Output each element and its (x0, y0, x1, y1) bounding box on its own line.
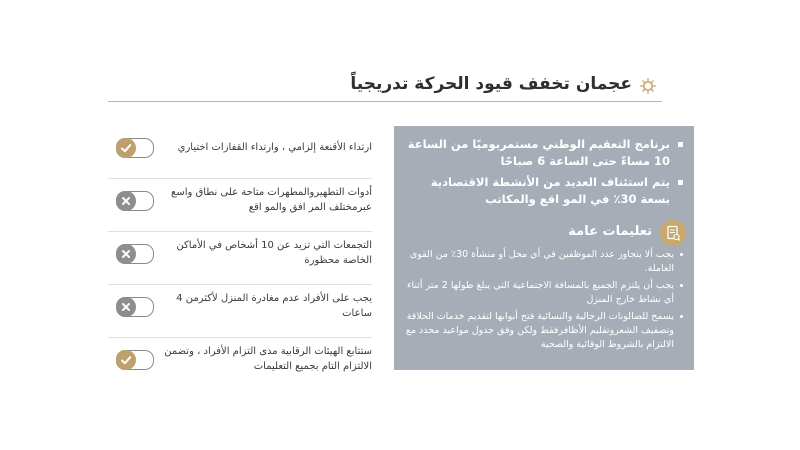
instruction-item: يجب ألا يتجاوز عدد الموظفين في أي محل أو منشأة 30٪ من القوى العاملة. (402, 248, 684, 276)
instruction-item: يسمح للصالونات الرجالية والنسائية فتح أبوابها لتقديم خدمات الحلاقة وتصفيف الشعروتقليم الأظافرفقط ولكن وفق جدول مواعيد محدد مع الالتزام بالشروط الوقائية والصحية (402, 310, 684, 352)
main-bullet: برنامج التعقيم الوطني مستمربوميًا من الساعة 10 مساءً حتى الساعة 6 صباحًا (402, 136, 684, 170)
rule-toggle[interactable] (116, 297, 154, 317)
close-icon (116, 191, 136, 211)
section-title: تعليمات عامة (568, 224, 652, 239)
title-divider (108, 101, 662, 102)
rule-item (108, 231, 372, 284)
document-icon (660, 220, 686, 246)
close-icon (116, 244, 136, 264)
rule-text: يجب على الأفراد عدم مغادرة المنزل لأكثرمن 4 ساعات (176, 293, 372, 319)
general-instructions-header (406, 220, 686, 246)
rule-text: أدوات التطهيروالمطهرات متاحة على نطاق واسع عبرمختلف المر افق والمو اقع (171, 187, 372, 213)
info-panel (394, 126, 694, 370)
rule-toggle[interactable] (116, 350, 154, 370)
rule-toggle[interactable] (116, 138, 154, 158)
rule-item (108, 126, 372, 178)
main-bullet: يتم استئناف العديد من الأنشطة الاقتصادية بسعة 30٪ في المو اقع والمكاتب (402, 174, 684, 208)
rule-text: ارتداء الأقنعة إلزامي ، وارتداء القفازات اختياري (177, 141, 372, 153)
rules-list (108, 126, 372, 390)
main-bullets (402, 136, 684, 212)
sun-ornament-icon (640, 78, 656, 94)
rule-text: ستتابع الهيئات الرقابية مدى التزام الأفراد ، وتضمن الالتزام التام بجميع التعليمات (164, 346, 372, 372)
instruction-list (402, 248, 684, 355)
rule-toggle[interactable] (116, 191, 154, 211)
rule-item (108, 337, 372, 390)
rule-item (108, 178, 372, 231)
rule-text: التجمعات التي تزيد عن 10 أشخاص في الأماكن الخاصة محظورة (176, 240, 372, 266)
instruction-item: يجب أن يلتزم الجميع بالمسافة الاجتماعية التي يبلغ طولها 2 متر أثناء أي نشاط خارج المنزل (402, 279, 684, 307)
rule-toggle[interactable] (116, 244, 154, 264)
rule-item (108, 284, 372, 337)
header (108, 72, 662, 102)
check-icon (116, 138, 136, 158)
check-icon (116, 350, 136, 370)
page-title: عجمان تخفف قيود الحركة تدريجياً (350, 74, 632, 94)
close-icon (116, 297, 136, 317)
